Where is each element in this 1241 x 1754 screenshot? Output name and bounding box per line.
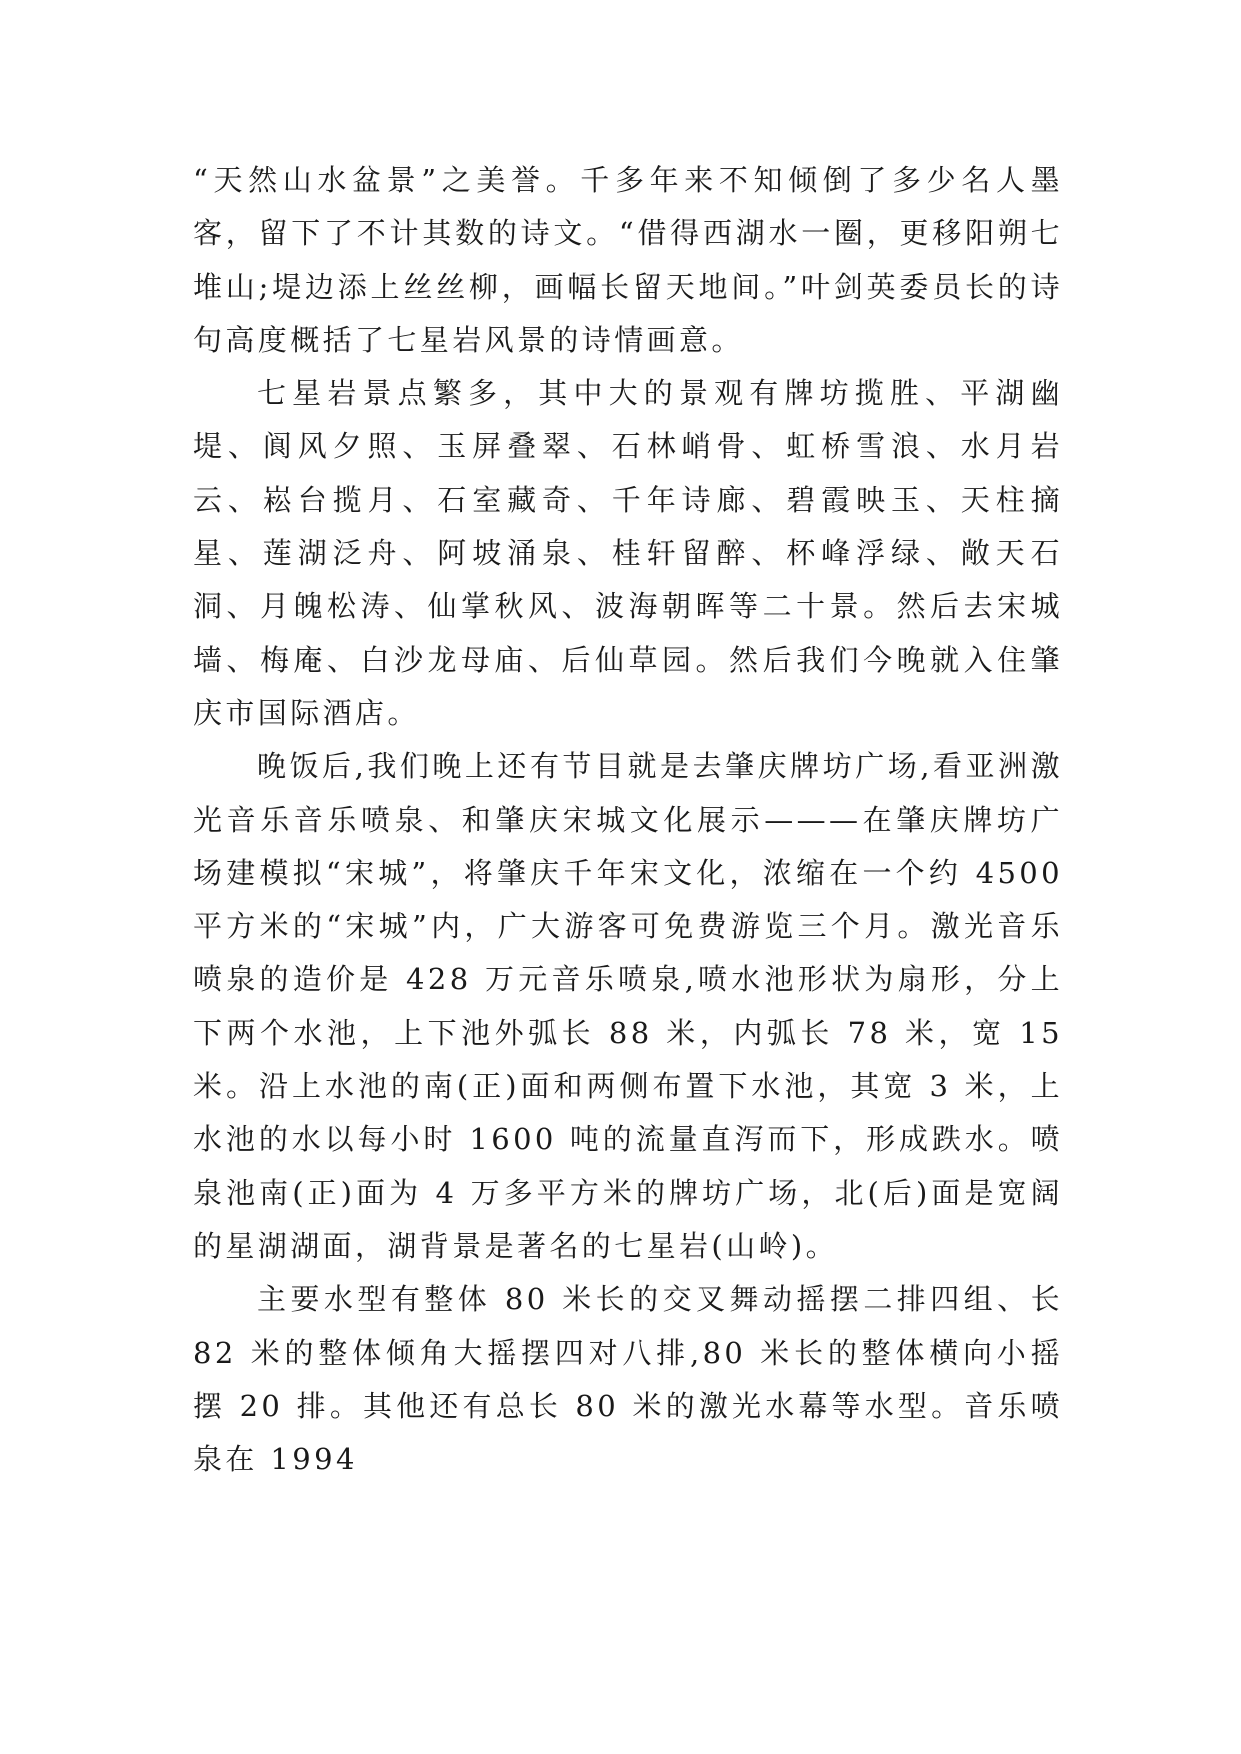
paragraph-1: “天然山水盆景”之美誉。千多年来不知倾倒了多少名人墨客，留下了不计其数的诗文。“借得西湖水一圈，更移阳朔七堆山;堤边添上丝丝柳，画幅长留天地间。”叶剑英委员长的诗句高度概括了七星岩风景的诗情画意。	[193, 163, 1063, 357]
document-body	[193, 154, 1063, 1486]
paragraph-2: 七星岩景点繁多，其中大的景观有牌坊揽胜、平湖幽堤、阆风夕照、玉屏叠翠、石林峭骨、虹桥雪浪、水月岩云、崧台揽月、石室藏奇、千年诗廊、碧霞映玉、天柱摘星、莲湖泛舟、阿坡涌泉、桂轩留醉、杯峰浮绿、敞天石洞、月魄松涛、仙掌秋风、波海朝晖等二十景。然后去宋城墙、梅庵、白沙龙母庙、后仙草园。然后我们今晚就入住肇庆市国际酒店。	[193, 376, 1063, 730]
paragraph-4: 主要水型有整体 80 米长的交叉舞动摇摆二排四组、长 82 米的整体倾角大摇摆四对八排,80 米长的整体横向小摇摆 20 排。其他还有总长 80 米的激光水幕等水型。音乐喷泉在 1994	[193, 1282, 1063, 1477]
paragraph-3: 晚饭后,我们晚上还有节目就是去肇庆牌坊广场,看亚洲激光音乐音乐喷泉、和肇庆宋城文化展示———在肇庆牌坊广场建模拟“宋城”，将肇庆千年宋文化，浓缩在一个约 4500 平方米的“宋城”内，广大游客可免费游览三个月。激光音乐喷泉的造价是 428 万元音乐喷泉,喷水池形状为扇形，分上下两个水池，上下池外弧长 88 米，内弧长 78 米，宽 15 米。沿上水池的南(正)面和两侧布置下水池，其宽 3 米，上水池的水以每小时 1600 吨的流量直泻而下，形成跌水。喷泉池南(正)面为 4 万多平方米的牌坊广场，北(后)面是宽阔的星湖湖面，湖背景是著名的七星岩(山岭)。	[193, 749, 1063, 1263]
